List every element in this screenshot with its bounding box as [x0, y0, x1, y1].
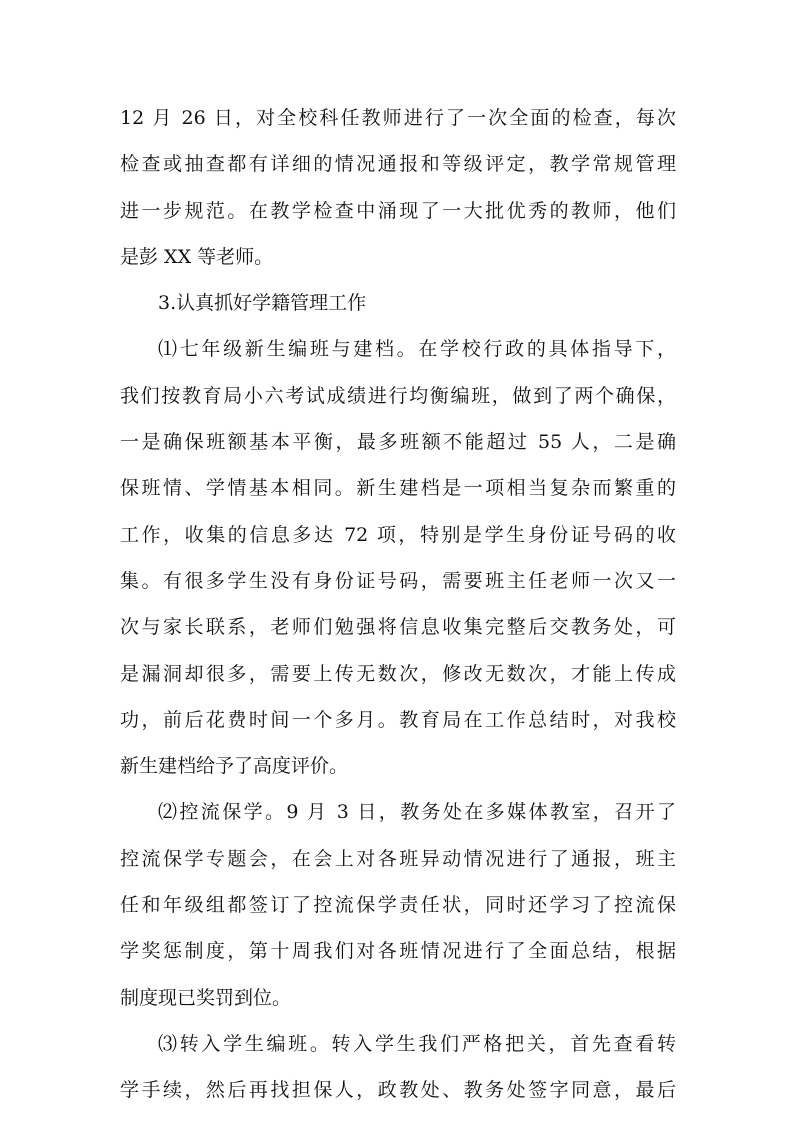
text-line: 次与家长联系，老师们勉强将信息收集完整后交教务处，可: [120, 616, 676, 639]
text-line: 功，前后花费时间一个多月。教育局在工作总结时，对我校: [120, 708, 676, 731]
body-text: [120, 95, 676, 1114]
text-line: 集。有很多学生没有身份证号码，需要班主任老师一次又一: [120, 569, 676, 592]
text-line: ⑴七年级新生编班与建档。在学校行政的具体指导下，: [158, 338, 676, 361]
text-line: 学奖惩制度，第十周我们对各班情况进行了全面总结，根据: [120, 940, 676, 963]
text-line: ⑶转入学生编班。转入学生我们严格把关，首先查看转: [158, 1032, 676, 1055]
text-line: 是彭 XX 等老师。: [120, 245, 274, 268]
text-line: 新生建档给予了高度评价。: [120, 755, 349, 778]
text-line: 12 月 26 日，对全校科任教师进行了一次全面的检查，每次: [120, 107, 676, 129]
text-line: 学手续，然后再找担保人，政教处、教务处签字同意，最后: [120, 1079, 676, 1102]
text-line: 控流保学专题会，在会上对各班异动情况进行了通报，班主: [120, 847, 676, 870]
text-line: 进一步规范。在教学检查中涌现了一大批优秀的教师，他们: [120, 199, 676, 222]
text-line: 检查或抽查都有详细的情况通报和等级评定，教学常规管理: [120, 153, 676, 176]
text-line: 任和年级组都签订了控流保学责任状，同时还学习了控流保: [120, 894, 676, 917]
text-line: ⑵控流保学。9 月 3 日，教务处在多媒体教室，召开了: [158, 801, 676, 824]
text-line: 是漏洞却很多，需要上传无数次，修改无数次，才能上传成: [120, 662, 676, 685]
text-line: 制度现已奖罚到位。: [120, 986, 292, 1009]
text-line: 工作，收集的信息多达 72 项，特别是学生身份证号码的收: [120, 523, 676, 546]
text-line: 保班情、学情基本相同。新生建档是一项相当复杂而繁重的: [120, 477, 676, 500]
text-line: 一是确保班额基本平衡，最多班额不能超过 55 人，二是确: [120, 431, 676, 454]
section-heading: 3.认真抓好学籍管理工作: [158, 292, 367, 315]
text-line: 我们按教育局小六考试成绩进行均衡编班，做到了两个确保，: [120, 384, 676, 407]
